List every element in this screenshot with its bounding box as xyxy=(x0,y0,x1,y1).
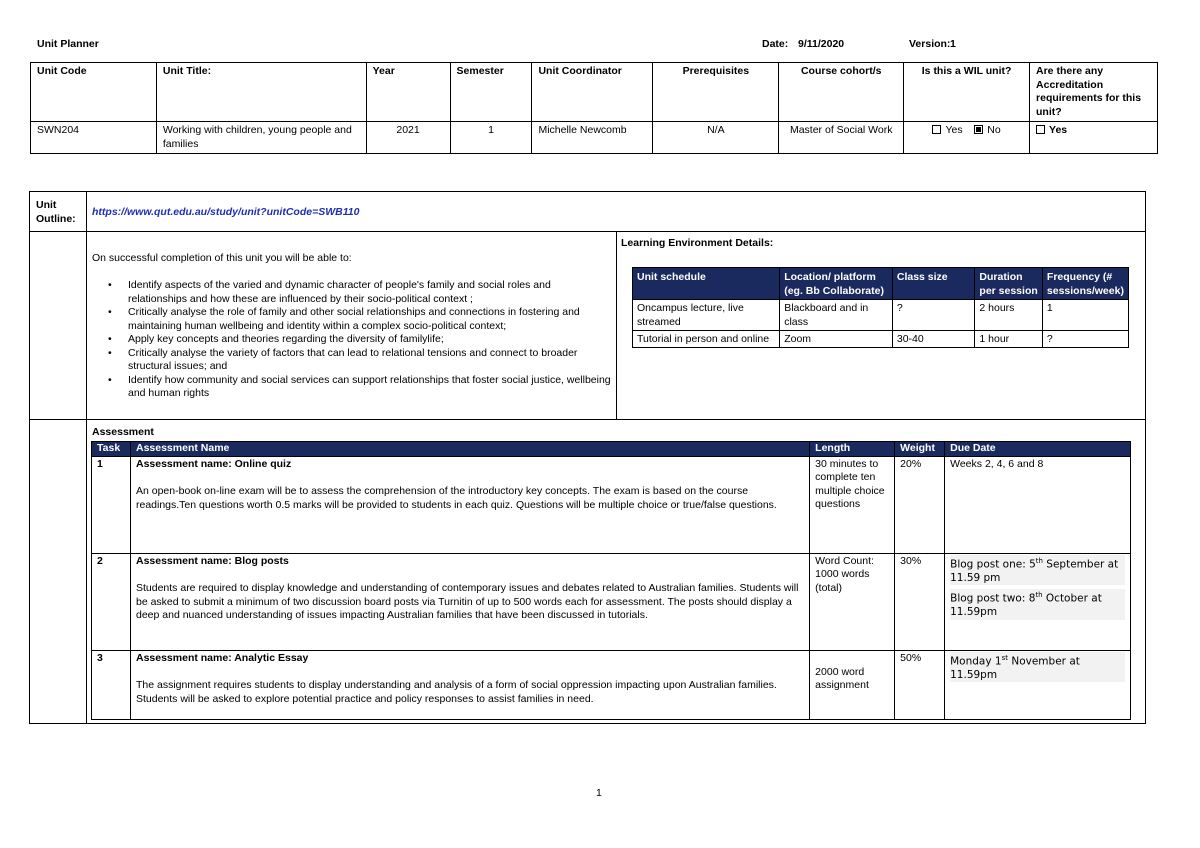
wil-no-label: No xyxy=(987,124,1001,136)
task-number: 3 xyxy=(92,650,131,719)
assessment-cell xyxy=(130,456,809,553)
assessment-cell xyxy=(130,650,809,719)
value-course-cohort: Master of Social Work xyxy=(779,122,904,154)
header-wil-unit: Is this a WIL unit? xyxy=(904,63,1030,122)
le-cell: Zoom xyxy=(780,331,893,348)
assessment-header-weight: Weight xyxy=(895,442,945,457)
header-prerequisites: Prerequisites xyxy=(653,63,779,122)
assessment-length: 30 minutes to complete ten multiple choice questions xyxy=(810,456,895,553)
accreditation-yes-label: Yes xyxy=(1049,124,1068,136)
le-cell: Oncampus lecture, live streamed xyxy=(633,300,780,331)
wil-yes-label: Yes xyxy=(945,124,963,136)
value-year: 2021 xyxy=(366,122,450,154)
wil-no-checkbox[interactable] xyxy=(974,125,983,134)
list-item: • Identify how community and social services can support relationships that foster social justice, wellbeing and human rights xyxy=(108,373,611,399)
header-course-cohort: Course cohort/s xyxy=(779,63,904,122)
assessment-due xyxy=(945,650,1131,719)
accreditation-yes-checkbox[interactable] xyxy=(1036,125,1045,134)
assessment-weight: 30% xyxy=(895,553,945,650)
le-header-class-size: Class size xyxy=(892,268,975,300)
assessment-header-length: Length xyxy=(810,442,895,457)
le-header-frequency: Frequency (# sessions/week) xyxy=(1042,268,1128,300)
task-number: 1 xyxy=(92,456,131,553)
outline-row-divider-2 xyxy=(29,419,1146,420)
assessment-description: Students are required to display knowledge and understanding of contemporary issues and debates related to Australian families. Students will be asked to submit a minimum of two discussion board posts via Turnitin of up to 500 words each for assessment. The posts should display a deep and nuanced understanding of issues impacting Australian families that have been discussed in tutorials. xyxy=(135,582,799,621)
learning-outcomes-list xyxy=(92,279,612,401)
value-unit-code: SWN204 xyxy=(31,122,157,154)
value-unit-title: Working with children, young people and families xyxy=(156,122,366,154)
value-unit-coordinator: Michelle Newcomb xyxy=(532,122,653,154)
assessment-description: The assignment requires students to display understanding and analysis of a form of social oppression impacting upon Australian families. Students will be asked to explore potential practice and policy responses to assist families in need. xyxy=(135,679,777,705)
date-label: Date: xyxy=(762,38,789,50)
le-cell: 2 hours xyxy=(975,300,1043,331)
table-row xyxy=(633,331,1129,348)
value-prerequisites: N/A xyxy=(653,122,779,154)
outline-left-divider xyxy=(86,191,87,724)
learning-environment-table xyxy=(632,267,1129,348)
value-semester: 1 xyxy=(450,122,532,154)
list-item: • Critically analyse the role of family and other social relationships and connections in fostering and maintaining human wellbeing and identity within a complex socio-political context; xyxy=(108,306,580,332)
assessment-length-text: 2000 word assignment xyxy=(815,665,869,691)
le-header-location: Location/ platform (eg. Bb Collaborate) xyxy=(780,268,893,300)
version-value: 1 xyxy=(950,38,956,50)
list-item: • Critically analyse the variety of factors that can lead to relational tensions and connect to broader structural issues; and xyxy=(108,346,578,372)
assessment-due: Weeks 2, 4, 6 and 8 xyxy=(945,456,1131,553)
table-row xyxy=(633,300,1129,331)
page-number: 1 xyxy=(596,787,602,799)
assessment-due xyxy=(945,553,1131,650)
due-date-blog-two: Blog post two: 8th October at 11.59pm xyxy=(950,589,1125,620)
assessment-weight: 50% xyxy=(895,650,945,719)
assessment-weight: 20% xyxy=(895,456,945,553)
version-label: Version: xyxy=(909,38,951,50)
assessment-name: Assessment name: Analytic Essay xyxy=(135,651,309,664)
assessment-length xyxy=(810,650,895,719)
le-cell: 1 xyxy=(1042,300,1128,331)
le-header-schedule: Unit schedule xyxy=(633,268,780,300)
le-cell: Blackboard and in class xyxy=(780,300,893,331)
table-row xyxy=(92,650,1131,719)
assessment-header-due-date: Due Date xyxy=(945,442,1131,457)
assessment-length: Word Count: 1000 words (total) xyxy=(810,553,895,650)
unit-outline-link[interactable]: https://www.qut.edu.au/study/unit?unitCode=SWB110 xyxy=(92,206,360,218)
header-unit-code: Unit Code xyxy=(31,63,157,122)
le-cell: 1 hour xyxy=(975,331,1043,348)
assessment-table xyxy=(91,441,1131,720)
header-year: Year xyxy=(366,63,450,122)
assessment-cell xyxy=(130,553,809,650)
document-title: Unit Planner xyxy=(37,38,99,50)
list-item: • Apply key concepts and theories regarding the diversity of familylife; xyxy=(108,333,444,345)
le-cell: 30-40 xyxy=(892,331,975,348)
value-accreditation xyxy=(1030,122,1158,154)
task-number: 2 xyxy=(92,553,131,650)
unit-info-table xyxy=(30,62,1158,154)
outline-row-divider-1 xyxy=(29,231,1146,232)
header-unit-coordinator: Unit Coordinator xyxy=(532,63,653,122)
table-row xyxy=(92,553,1131,650)
header-unit-title: Unit Title: xyxy=(156,63,366,122)
assessment-header-task: Task xyxy=(92,442,131,457)
assessment-name: Assessment name: Online quiz xyxy=(135,457,292,470)
le-cell: Tutorial in person and online xyxy=(633,331,780,348)
assessment-title: Assessment xyxy=(92,426,154,438)
due-date-essay: Monday 1st November at 11.59pm xyxy=(950,652,1125,683)
outline-middle-divider xyxy=(616,231,617,419)
wil-yes-checkbox[interactable] xyxy=(932,125,941,134)
assessment-header-name: Assessment Name xyxy=(130,442,809,457)
table-row xyxy=(92,456,1131,553)
value-wil-unit xyxy=(904,122,1030,154)
assessment-description: An open-book on-line exam will be to assess the comprehension of the introductory key concepts. The exam is based on the course readings.Ten questions worth 0.5 marks will be provided to students in each quiz. Questions will be multiple choice or true/false questions. xyxy=(135,485,777,511)
assessment-name: Assessment name: Blog posts xyxy=(135,554,289,567)
learning-outcomes-intro: On successful completion of this unit you will be able to: xyxy=(92,252,352,264)
list-item: • Identify aspects of the varied and dynamic character of people's family and social roles and relationships and how these are influenced by their socio-political context ; xyxy=(108,279,551,305)
learning-environment-title: Learning Environment Details: xyxy=(621,237,774,249)
date-value: 9/11/2020 xyxy=(798,38,845,50)
le-cell: ? xyxy=(892,300,975,331)
le-header-duration: Duration per session xyxy=(975,268,1043,300)
due-date-blog-one: Blog post one: 5th September at 11.59 pm xyxy=(950,555,1125,586)
le-cell: ? xyxy=(1042,331,1128,348)
unit-outline-label: Unit Outline: xyxy=(36,199,76,225)
header-semester: Semester xyxy=(450,63,532,122)
header-accreditation: Are there any Accreditation requirements for this unit? xyxy=(1030,63,1158,122)
